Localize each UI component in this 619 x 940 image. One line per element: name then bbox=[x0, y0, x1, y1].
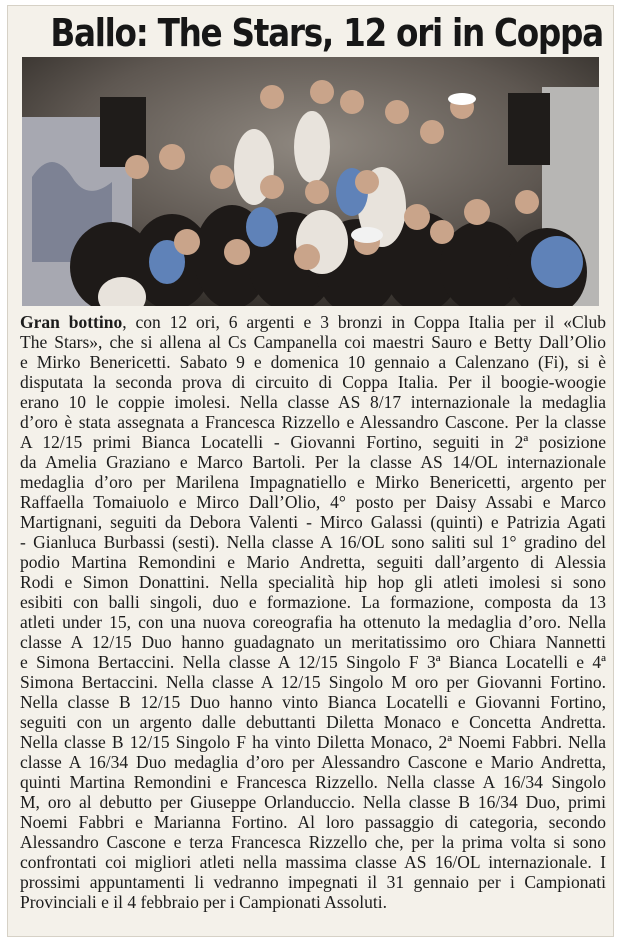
article-line: prossimi appuntamenti li vedranno impegnati il 31 gennaio per i Campionati bbox=[20, 872, 606, 892]
group-photo bbox=[22, 57, 599, 306]
article-line: d’oro è stata assegnata a Francesca Rizzello e Alessandro Cascone. Per la classe bbox=[20, 412, 606, 432]
article-line: Nella classe B 12/15 Singolo F ha vinto Diletta Monaco, 2ª Noemi Fabbri. Nella bbox=[20, 732, 606, 752]
article-line: esibiti con balli singoli, duo e formazione. La formazione, composta da 13 bbox=[20, 592, 606, 612]
article-line: da Amelia Graziano e Marco Bartoli. Per la classe AS 14/OL internazionale bbox=[20, 452, 606, 472]
lead-text: Gran bottino bbox=[20, 312, 123, 332]
article-line: - Gianluca Burbassi (sesti). Nella classe A 16/OL sono saliti sul 1° gradino del bbox=[20, 532, 606, 552]
article-line-text: , con 12 ori, 6 argenti e 3 bronzi in Coppa Italia per il «Club bbox=[122, 312, 606, 332]
article-line: disputata la seconda prova di circuito di Coppa Italia. Per il boogie-woogie bbox=[20, 372, 606, 392]
article-line: A 12/15 primi Bianca Locatelli - Giovanni Fortino, seguiti in 2ª posizione bbox=[20, 432, 606, 452]
article-line: The Stars», che si allena al Cs Campanella coi maestri Sauro e Betty Dall’Olio bbox=[20, 332, 606, 352]
article-line: Raffaella Tomaiuolo e Mirco Dall’Olio, 4° posto per Daisy Assabi e Marco bbox=[20, 492, 606, 512]
newspaper-clipping bbox=[8, 6, 613, 936]
article-line: atleti under 15, con una nuova coreografia ha ottenuto la medaglia d’oro. Nella bbox=[20, 612, 606, 632]
article-body bbox=[20, 312, 606, 912]
article-line: medaglia d’oro per Marilena Impagnatiello e Mirko Benericetti, argento per bbox=[20, 472, 606, 492]
article-line: Simona Bertaccini. Nella classe A 12/15 Singolo M oro per Giovanni Fortino. bbox=[20, 672, 606, 692]
article-line: Alessandro Cascone e terza Francesca Rizzello che, per la prima volta si sono bbox=[20, 832, 606, 852]
headline: Ballo: The Stars, 12 ori in Coppa bbox=[50, 11, 603, 55]
article-line bbox=[20, 312, 606, 332]
article-line: confrontati coi migliori atleti nella massima classe AS 16/OL internazionale. I bbox=[20, 852, 606, 872]
article-line: Provinciali e il 4 febbraio per i Campionati Assoluti. bbox=[20, 892, 387, 912]
article-line: Martignani, seguiti da Debora Valenti - Mirco Galassi (quinti) e Patrizia Agati bbox=[20, 512, 606, 532]
article-line: seguiti con un argento dalle debuttanti Diletta Monaco e Concetta Andretta. bbox=[20, 712, 606, 732]
article-line: quinti Martina Remondini e Francesca Rizzello. Nella classe A 16/34 Singolo bbox=[20, 772, 606, 792]
article-line: Rodi e Simon Donattini. Nella specialità hip hop gli atleti imolesi si sono bbox=[20, 572, 606, 592]
article-line: classe A 12/15 Duo hanno guadagnato un meritatissimo oro Chiara Nannetti bbox=[20, 632, 606, 652]
article-line: erano 10 le coppie imolesi. Nella classe AS 8/17 internazionale la medaglia bbox=[20, 392, 606, 412]
group-photo-dancers-icon bbox=[22, 57, 599, 306]
article-line: e Mirko Benericetti. Sabato 9 e domenica 10 gennaio a Calenzano (Fi), si è bbox=[20, 352, 606, 372]
article-line: Noemi Fabbri e Marianna Fortino. Al loro passaggio di categoria, secondo bbox=[20, 812, 606, 832]
article-line: podio Martina Remondini e Mario Andretta, seguiti dall’argento di Alessia bbox=[20, 552, 606, 572]
article-line: M, oro al debutto per Giuseppe Orlanduccio. Nella classe B 16/34 Duo, primi bbox=[20, 792, 606, 812]
article-line: e Simona Bertaccini. Nella classe A 12/15 Singolo F 3ª Bianca Locatelli e 4ª bbox=[20, 652, 606, 672]
article-line: classe A 16/34 Duo medaglia d’oro per Alessandro Cascone e Mario Andretta, bbox=[20, 752, 606, 772]
article-line: Nella classe B 12/15 Duo hanno vinto Bianca Locatelli e Giovanni Fortino, bbox=[20, 692, 606, 712]
